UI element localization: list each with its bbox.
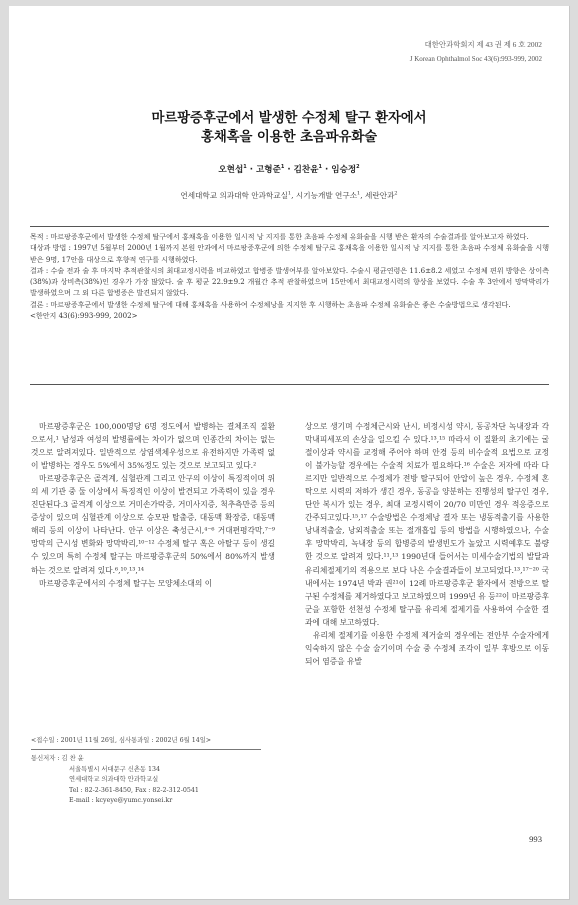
affiliation-a-mark: 1	[287, 190, 292, 197]
affiliation	[0, 190, 578, 201]
abstract-bottom-rule	[30, 384, 549, 385]
body-column-left	[31, 420, 275, 590]
author-separator: ·	[284, 165, 294, 175]
affiliation-b-mark: 1	[357, 190, 361, 197]
abstract-methods: 대상과 방법 : 1997년 5월부터 2000년 1월까지 본원 안과에서 마르팡증후군에 의한 수정체 탈구로 홍채혹을 이용한 일시적 낭 지지를 통한 초음파 수정체 유화술을 시행 받은 9명, 17안을 대상으로 후향적 연구를 시행하였다.	[30, 243, 549, 264]
affiliation-b: , 시기능개발 연구소	[291, 191, 358, 200]
abstract-top-rule	[30, 226, 549, 227]
correspondence-label: 통신저자 :	[31, 755, 60, 763]
correspondence-dept: 연세대학교 의과대학 안과학교실	[69, 776, 159, 784]
received-dates: <접수일 : 2001년 11월 26일, 심사통과일 : 2002년 6월 14일>	[31, 734, 261, 750]
correspondence-address: 서울특별시 서대문구 신촌동 134	[69, 765, 161, 773]
author-separator: ·	[322, 165, 332, 175]
affiliation-a: 연세대학교 의과대학 안과학교실	[180, 191, 288, 200]
author-3-affil: 1	[318, 164, 323, 171]
author-2: 고형준	[255, 165, 281, 175]
article-title-line-1: 마르팡증후군에서 발생한 수정체 탈구 환자에서	[151, 111, 427, 126]
author-1-affil: 1	[243, 164, 247, 171]
body-paragraph: 상으로 생기며 수정체근시와 난시, 비정시성 약시, 동공차단 녹내장과 각막내피세포의 손상을 일으킬 수 있다.¹³,¹⁵ 따라서 이 질환의 초기에는 굴절이상과 약시를 교정해 주어야 하며 안경 등의 비수술적 요법으로 교정이 불가능할 경우에는 수술적 치료가 필요하다.¹⁶ 수술은 저자에 따라 다르지만 일반적으로 수정체가 전방 탈구되어 안압이 높은 경우, 수정체 혼탁으로 시력의 저하가 생긴 경우, 동공을 양분하는 진행성의 탈구인 경우, 단안 복시가 있는 경우, 최대 교정시력이 20/70 미만인 경우 적응증으로 간주되고있다.¹⁵,¹⁷ 수술방법은 수정체낭 결자 또는 냉동적출기를 사용한 낭내적출술, 낭외적출술 또는 절개흡입 등의 방법을 시행하였으나, 수술 후 망막박리, 녹내장 등의 합병증의 발생빈도가 높았고 시력예후도 불량한 것으로 알려져 있다.¹¹,¹³ 1990년대 들어서는 미세수술기법의 발달과 유리체절제기의 적용으로 보다 나은 수술결과들이 보고되었다.¹³,¹⁷⁻²⁰ 국내에서는 1974년 박과 권²¹이 12례 마르팡증후군 환자에서 전방으로 탈구된 수정체를 제거하였다고 보고하였으며 1999년 유 등²²이 마르팡증후군을 포함한 선천성 수정체 탈구를 유리체 절제기를 사용하여 수술한 결과에 대해 보고하였다.	[305, 422, 549, 627]
author-4-affil: 2	[356, 164, 360, 171]
body-column-right	[305, 420, 549, 668]
affiliation-c: , 세란안과	[360, 191, 395, 200]
abstract-results: 결과 : 수술 전과 술 후 마지막 추적관찰시의 최대교정시력을 비교하였고 합병증 발생여부를 알아보았다. 수술시 평균연령은 11.6±8.2 세였고 수정체 편위 방향은 상이측(38%)과 상비측(38%)인 경우가 가장 많았다. 술 후 평균 22.9±9.2 개월간 추적 관찰하였으며 15안에서 최대교정시력의 향상을 보였다. 수술 후 3안에서 망막박리가 발생하였으며 그 외 다른 합병증은 발견되지 않았다.	[30, 265, 549, 298]
affiliation-c-mark: 2	[394, 190, 398, 197]
body-paragraph: 유리체 절제기를 이용한 수정체 제거술의 경우에는 전안부 수술자에게 익숙하지 않은 수술 술기이며 수술 중 수정체 조각이 일부 후방으로 이동되어 염증을 유발	[305, 630, 549, 666]
author-1: 오현섭	[218, 165, 244, 175]
abstract	[30, 231, 549, 321]
correspondence-tel: Tel : 82-2-361-8450, Fax : 82-2-312-0541	[69, 786, 199, 794]
abstract-conclusion: 결론 : 마르팡증후군에서 발생한 수정체 탈구에 대해 홍채혹을 사용하여 수정체낭을 지지한 후 시행하는 초음파 수정체 유화술은 좋은 수술방법으로 생각된다.	[30, 299, 511, 309]
body-paragraph: 마르팡증후군은 100,000명당 6명 정도에서 발병하는 결체조직 질환으로서,¹ 남성과 여성의 발병률에는 차이가 없으며 인종간의 차이는 없는 것으로 알려져있다. 일반적으로 상염색체우성으로 유전하지만 가족력 없이 발병하는 경우도 5%에서 35%정도 있는 것으로 보고되고 있다.²	[31, 422, 275, 471]
author-2-affil: 1	[280, 164, 285, 171]
correspondence-email[interactable]: E-mail : kcyeye@yumc.yonsei.kr	[69, 797, 173, 805]
footnote	[31, 734, 276, 806]
author-4: 임승정	[331, 165, 357, 175]
journal-header: 대한안과학회지 제 43 권 제 6 호 2002	[424, 40, 542, 49]
article-title-line-2: 홍채혹을 이용한 초음파유화술	[201, 130, 377, 145]
abstract-purpose: 목적 : 마르팡증후군에서 발생한 수정체 탈구에서 홍채혹을 이용한 일시적 낭 지지를 통한 초음파 수정체 유화술을 시행 받은 환자의 수술결과를 알아보고자 하였다.	[30, 232, 529, 241]
author-separator: ·	[246, 165, 256, 175]
page-number: 993	[529, 834, 542, 844]
abstract-citation: <한안지 43(6):993-999, 2002>	[30, 311, 138, 321]
body-paragraph: 마르팡증후군은 골격계, 심혈관계 그리고 안구의 이상이 특징적이며 위의 세 기관 중 둘 이상에서 특징적인 이상이 발견되고 가족력이 있을 경우 진단된다.3 골격계 이상으로 거미손가락증, 거미사지증, 척추측만증 등의 증상이 있으며 심혈관계 이상으로 승모판 탈출증, 대동맥 확장증, 대동맥 해리 등의 이상이 나타난다. 안구 이상은 축성근시,⁴⁻⁶ 거대편평각막,⁷⁻⁹ 망막의 근시성 변화와 망막박리,¹⁰⁻¹² 수정체 탈구 혹은 아탈구 등이 생길 수 있으며 특히 수정체 탈구는 마르팡증후군의 50%에서 80%까지 발생하는 것으로 알려져 있다.⁶,¹⁰,¹³,¹⁴	[31, 474, 275, 575]
author-3: 김찬윤	[293, 165, 319, 175]
correspondence-name: 김 찬 윤	[61, 755, 84, 763]
correspondence	[31, 754, 276, 806]
author-list	[0, 163, 578, 175]
body-paragraph: 마르팡증후군에서의 수정체 탈구는 모양체소대의 이	[39, 578, 213, 588]
journal-citation-header: J Korean Ophthalmol Soc 43(6):993-999, 2002	[409, 55, 542, 63]
